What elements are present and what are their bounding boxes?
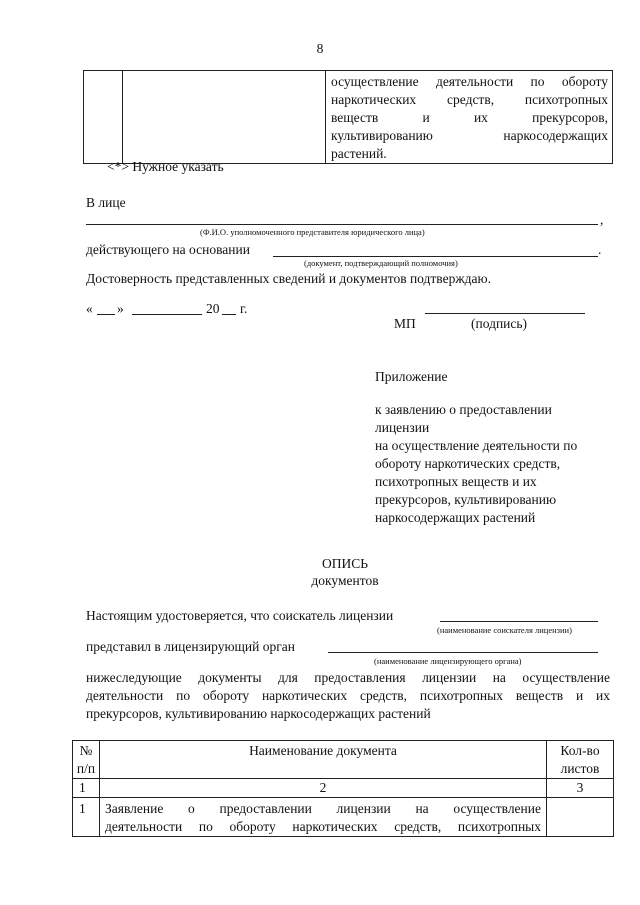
index-cell: 2 bbox=[100, 779, 547, 798]
top-table-line: культивированию наркосодержащих bbox=[331, 128, 608, 143]
top-table-line: осуществление деятельности по обороту bbox=[331, 74, 608, 89]
authority-line[interactable] bbox=[328, 652, 598, 653]
inventory-body-line: прекурсоров, культивированию наркосодержащих растений bbox=[86, 706, 431, 721]
top-table bbox=[83, 70, 613, 164]
basis-dot: . bbox=[598, 242, 602, 257]
documents-table-header bbox=[73, 741, 614, 779]
basis-caption: (документ, подтверждающий полномочия) bbox=[304, 258, 458, 268]
applicant-label: Настоящим удостоверяется, что соискатель лицензии bbox=[86, 608, 394, 623]
inventory-body bbox=[86, 669, 610, 723]
date-open: « bbox=[86, 301, 93, 316]
signature-label: (подпись) bbox=[471, 316, 528, 331]
documents-table-index-row bbox=[73, 779, 614, 798]
row-name-line: деятельности по обороту наркотических средств, психотропных bbox=[105, 819, 541, 834]
date-year: 20 bbox=[206, 301, 220, 316]
inventory-body-line: деятельности по обороту наркотических средств, психотропных веществ и их bbox=[86, 688, 610, 703]
date-close: » bbox=[117, 301, 124, 316]
top-table-line: растений. bbox=[331, 146, 387, 161]
header-count-line1: Кол-во bbox=[560, 743, 600, 758]
inventory-title: ОПИСЬ bbox=[321, 556, 368, 571]
basis-line[interactable] bbox=[273, 256, 598, 257]
top-table-line: наркотических средств, психотропных bbox=[331, 92, 608, 107]
page-number: 8 bbox=[316, 41, 324, 56]
top-table-cell-middle bbox=[123, 71, 326, 164]
authority-caption: (наименование лицензирующего органа) bbox=[374, 656, 522, 666]
date-month-line[interactable] bbox=[132, 314, 202, 315]
inventory-body-line: нижеследующие документы для предоставления лицензии на осуществление bbox=[86, 670, 610, 685]
appendix-line: лицензии bbox=[375, 420, 430, 435]
signature-line[interactable] bbox=[425, 313, 585, 314]
header-num-line2: п/п bbox=[76, 761, 96, 776]
representative-comma: , bbox=[600, 212, 604, 227]
date-year-line[interactable] bbox=[222, 314, 236, 315]
header-num bbox=[73, 741, 100, 779]
representative-caption: (Ф.И.О. уполномоченного представителя юридического лица) bbox=[200, 227, 425, 237]
footnote: <*> Нужное указать bbox=[107, 159, 224, 174]
header-count-line2: листов bbox=[560, 761, 600, 776]
table-row bbox=[73, 798, 614, 837]
row-name-line: Заявление о предоставлении лицензии на осуществление bbox=[105, 801, 541, 816]
documents-table bbox=[72, 740, 614, 837]
top-table-line: веществ и их прекурсоров, bbox=[331, 110, 608, 125]
representative-label: В лице bbox=[86, 195, 126, 210]
confirm-text: Достоверность представленных сведений и документов подтверждаю. bbox=[86, 271, 491, 286]
header-count bbox=[547, 741, 614, 779]
top-table-cell-num bbox=[84, 71, 123, 164]
applicant-caption: (наименование соискателя лицензии) bbox=[437, 625, 572, 635]
index-cell: 3 bbox=[547, 779, 614, 798]
representative-line[interactable] bbox=[86, 224, 598, 225]
appendix-line: прекурсоров, культивированию bbox=[375, 492, 557, 507]
appendix-title: Приложение bbox=[375, 369, 448, 384]
appendix-line: наркосодержащих растений bbox=[375, 510, 536, 525]
date-day-line[interactable] bbox=[97, 314, 115, 315]
appendix-line: обороту наркотических средств, bbox=[375, 456, 561, 471]
applicant-line[interactable] bbox=[440, 621, 598, 622]
appendix-line: к заявлению о предоставлении bbox=[375, 402, 552, 417]
date-suffix: г. bbox=[240, 301, 248, 316]
appendix-line: на осуществление деятельности по bbox=[375, 438, 578, 453]
inventory-subtitle: документов bbox=[311, 573, 379, 588]
appendix-block bbox=[375, 401, 615, 527]
basis-label: действующего на основании bbox=[86, 242, 250, 257]
header-num-line1: № bbox=[79, 743, 93, 758]
authority-label: представил в лицензирующий орган bbox=[86, 639, 296, 654]
index-cell: 1 bbox=[73, 779, 100, 798]
header-name: Наименование документа bbox=[100, 741, 547, 779]
appendix-line: психотропных веществ и их bbox=[375, 474, 537, 489]
row-name bbox=[100, 798, 547, 837]
top-table-cell-text bbox=[326, 71, 613, 164]
row-num: 1 bbox=[73, 798, 100, 837]
row-count bbox=[547, 798, 614, 837]
mp-label: МП bbox=[394, 316, 416, 331]
